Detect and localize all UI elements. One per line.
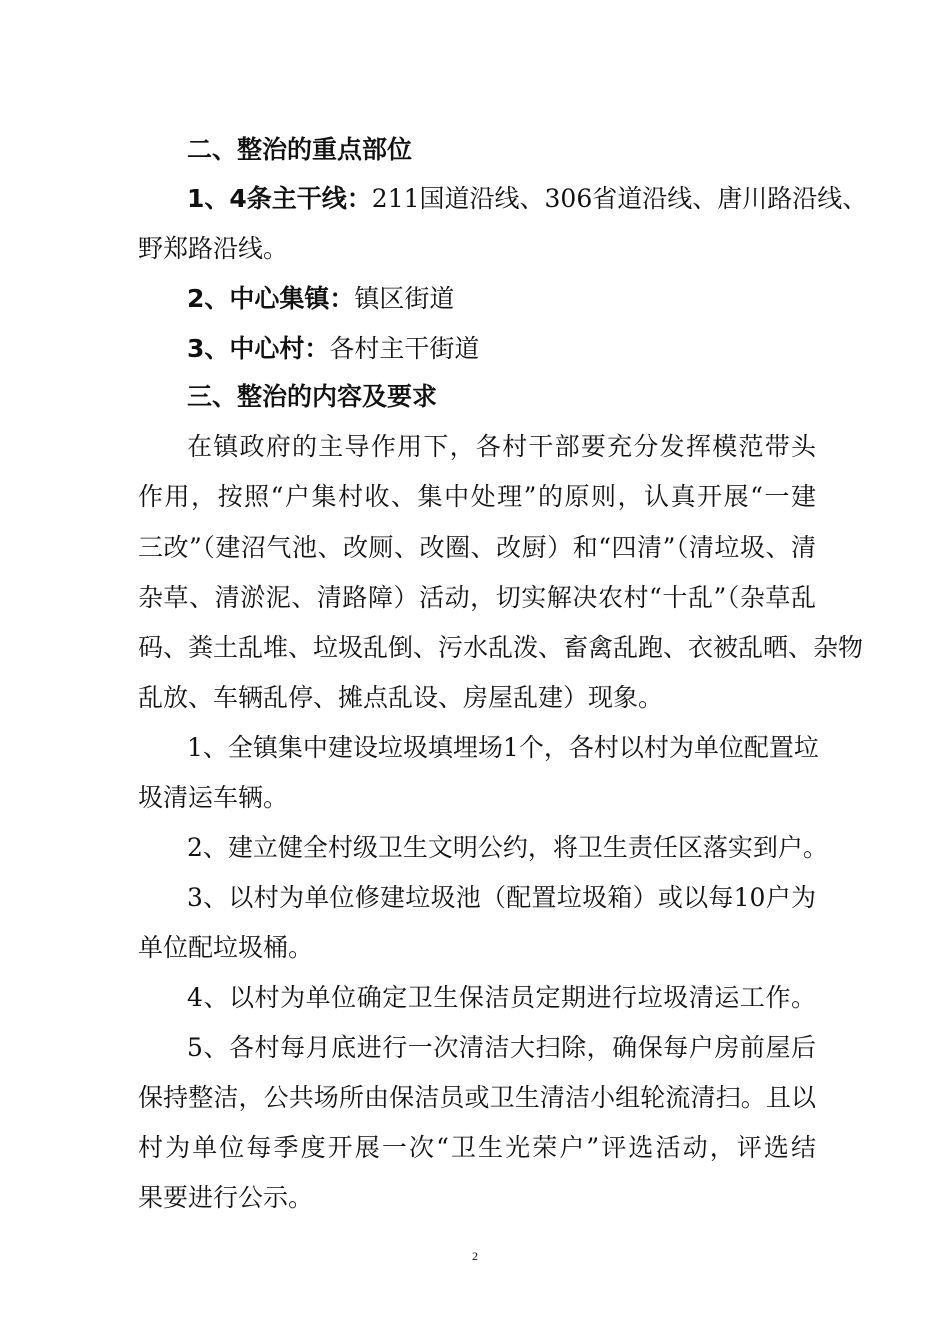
item-text: 镇区街道 — [354, 284, 455, 313]
paragraph-line: 保持整洁，公共场所由保洁员或卫生清洁小组轮流清扫。且以 — [138, 1083, 816, 1112]
item-text: 211国道沿线、306省道沿线、唐川路沿线、 — [371, 184, 868, 213]
paragraph-line: 杂草、清淤泥、清路障）活动，切实解决农村“十乱”（杂草乱 — [138, 583, 816, 612]
paragraph-line: 圾清运车辆。 — [138, 783, 289, 812]
paragraph-line: 三改”（建沼气池、改厕、改圈、改厨）和“四清”（清垃圾、清 — [138, 533, 816, 562]
paragraph-line: 码、粪土乱堆、垃圾乱倒、污水乱泼、畜禽乱跑、衣被乱晒、杂物 — [138, 633, 864, 662]
item-label: 1、4条主干线： — [187, 184, 372, 213]
paragraph-line: 在镇政府的主导作用下，各村干部要充分发挥模范带头 — [187, 432, 816, 461]
paragraph-line: 果要进行公示。 — [138, 1183, 314, 1212]
section-heading-2: 二、整治的重点部位 — [187, 135, 413, 164]
paragraph-line: 作用，按照“户集村收、集中处理”的原则，认真开展“一建 — [138, 482, 816, 511]
paragraph-line: 2、建立健全村级卫生文明公约，将卫生责任区落实到户。 — [187, 833, 828, 862]
section-heading-3: 三、整治的内容及要求 — [187, 382, 438, 411]
item-label: 3、中心村： — [187, 334, 330, 363]
page-number: 2 — [472, 1249, 478, 1263]
paragraph-line — [187, 183, 868, 215]
paragraph-line: 1、全镇集中建设垃圾填埋场1个，各村以村为单位配置垃 — [187, 733, 819, 762]
item-label: 2、中心集镇： — [187, 284, 355, 313]
paragraph-line: 5、各村每月底进行一次清洁大扫除，确保每户房前屋后 — [187, 1033, 816, 1062]
paragraph-line: 野郑路沿线。 — [138, 234, 289, 263]
paragraph-line — [187, 333, 816, 365]
paragraph-line: 乱放、车辆乱停、摊点乱设、房屋乱建）现象。 — [138, 683, 664, 712]
paragraph-line: 村为单位每季度开展一次“卫生光荣户”评选活动，评选结 — [138, 1133, 816, 1162]
item-text: 各村主干街道 — [329, 334, 480, 363]
paragraph-line — [187, 283, 816, 315]
paragraph-line: 单位配垃圾桶。 — [138, 933, 314, 962]
paragraph-line: 3、以村为单位修建垃圾池（配置垃圾箱）或以每10户为 — [187, 883, 816, 912]
paragraph-line: 4、以村为单位确定卫生保洁员定期进行垃圾清运工作。 — [187, 983, 816, 1012]
